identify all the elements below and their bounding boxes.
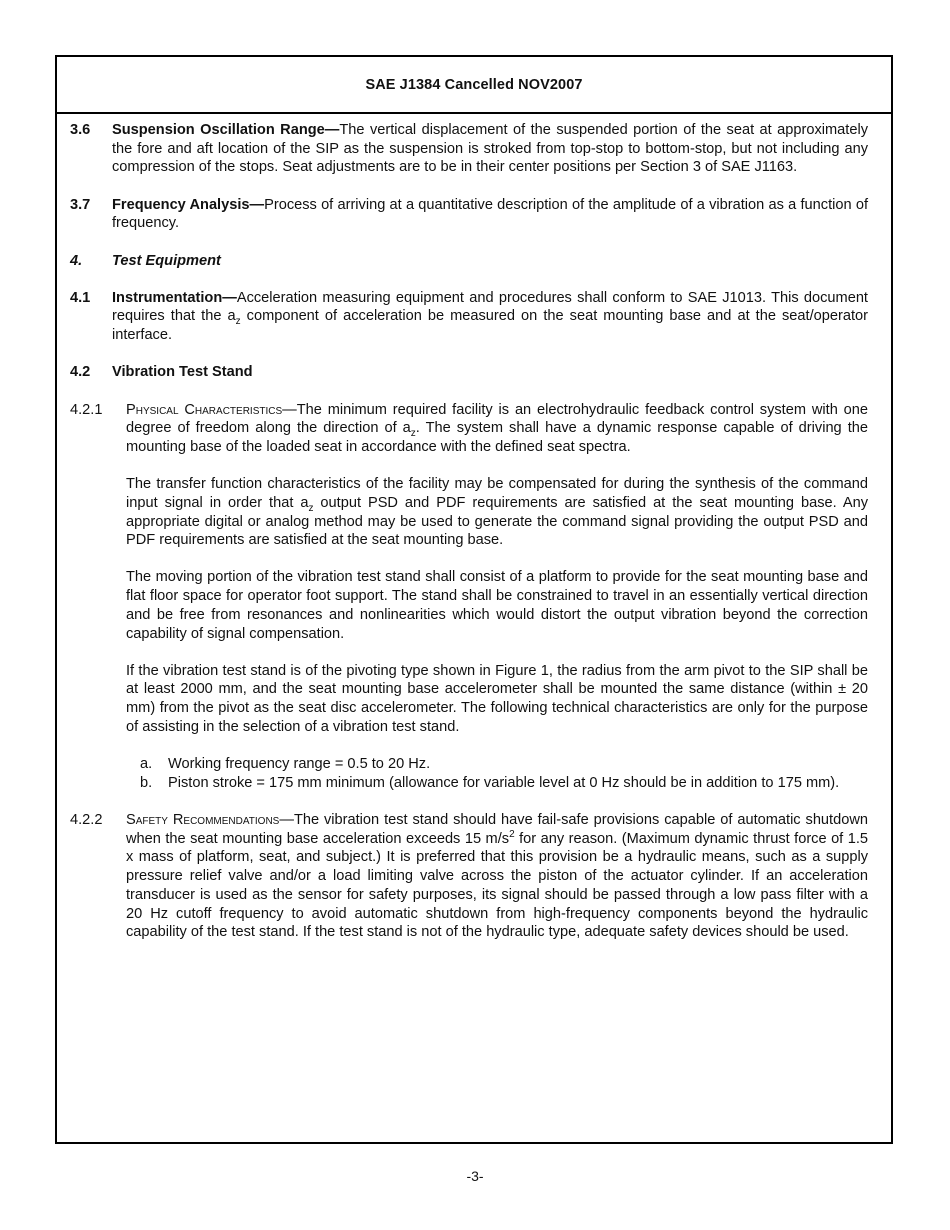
- section-number: 4.2.1: [70, 401, 103, 418]
- document-header: [57, 57, 891, 114]
- list-letter: a.: [140, 756, 153, 773]
- section-title: Test Equipment: [112, 252, 221, 269]
- list-text: Piston stroke = 175 mm minimum (allowance for variable level at 0 Hz should be in addition to 175 mm).: [168, 774, 840, 791]
- list-text: Working frequency range = 0.5 to 20 Hz.: [168, 756, 431, 773]
- section-text: Process of arriving at a quantitative description of the amplitude of a vibration as a function of frequency.: [112, 196, 869, 232]
- subscript: z: [235, 316, 241, 328]
- list-letter: b.: [140, 774, 153, 791]
- section-4: [70, 252, 868, 271]
- paragraph-text-cont: output PSD and PDF requirements are satisfied at the seat mounting base. Any appropriate digital or analog method may be used to generate the command signal providing the output PSD and PDF requirements are satisfied at the seat mounting base.: [126, 494, 868, 549]
- subscript: z: [410, 428, 416, 440]
- section-4-2-1: [70, 401, 868, 457]
- subscript: z: [308, 502, 314, 514]
- page-frame: [55, 55, 893, 1144]
- section-number: 4.2.2: [70, 811, 103, 828]
- title-dash: —: [282, 401, 297, 418]
- list-item: [126, 755, 868, 774]
- section-title: Instrumentation—: [112, 289, 237, 306]
- superscript: 2: [509, 828, 515, 840]
- section-text: Acceleration measuring equipment and procedures shall conform to SAE J1013. This document requires that the a: [112, 289, 868, 325]
- paragraph-moving-portion: The moving portion of the vibration test stand shall consist of a platform to provide for the seat mounting base and flat floor space for operator foot support. The stand shall be constrained to travel in an essentially vertical direction and be free from resonances and nonlinearities which would distort the output vibration beyond the correction capability of signal compensation.: [126, 569, 868, 642]
- section-3-6: [70, 121, 868, 177]
- title-dash: —: [279, 811, 294, 828]
- page-number: -3-: [466, 1168, 484, 1184]
- section-4-1: [70, 289, 868, 345]
- list-item: [126, 774, 868, 793]
- section-number: 4.: [70, 252, 83, 269]
- paragraph-text: The transfer function characteristics of the facility may be compensated for during the synthesis of the command input signal in order that a: [126, 476, 868, 511]
- section-number: 3.6: [70, 122, 91, 138]
- section-text: The vertical displacement of the suspended portion of the seat at approximately the fore and aft location of the SIP as the suspension is stroked from top-stop to bottom-stop, but not including any compression of the stops. Seat adjustments are to be in their center positions per Section 3 of SAE J1163.: [112, 122, 868, 176]
- section-title: Safety Recommendations: [126, 811, 280, 828]
- section-text-cont: for any reason. (Maximum dynamic thrust force of 1.5 x mass of platform, seat, and subject.) It is preferred that this provision be a hydraulic means, such as a supply pressure relief valve and/or a load limiting valve across the piston of the actuator cylinder. If an acceleration transducer is used as the sensor for safety purposes, its signal should be passed through a low pass filter with a 20 Hz cutoff frequency to avoid automatic shutdown from high-frequency components beyond the hydraulic capability of the test stand. If the test stand is not of the hydraulic type, adequate safety devices should be used.: [126, 830, 869, 941]
- section-4-2: [70, 363, 868, 382]
- section-text: The vibration test stand should have fail-safe provisions capable of automatic shutdown when the seat mounting base acceleration exceeds 15 m/s: [126, 811, 868, 847]
- section-title: Frequency Analysis—: [112, 196, 265, 213]
- section-number: 3.7: [70, 196, 91, 213]
- section-title: Suspension Oscillation Range—: [112, 122, 340, 138]
- document-title: SAE J1384 Cancelled NOV2007: [365, 76, 583, 93]
- paragraph-pivoting-type: If the vibration test stand is of the pivoting type shown in Figure 1, the radius from the arm pivot to the SIP shall be at least 2000 mm, and the seat mounting base accelerometer shall be mounted the same distance (within ± 20 mm) from the pivot as the seat disc accelerometer. The following technical characteristics are only for the purpose of assisting in the selection of a vibration test stand.: [126, 662, 868, 735]
- section-title: Physical Characteristics: [126, 401, 283, 418]
- section-text-cont: component of acceleration be measured on the seat mounting base and at the seat/operator interface.: [112, 308, 868, 344]
- section-title: Vibration Test Stand: [112, 364, 253, 381]
- paragraph-transfer-function: [126, 475, 868, 550]
- section-number: 4.1: [70, 289, 91, 306]
- section-4-2-2: [70, 811, 868, 942]
- section-number: 4.2: [70, 364, 91, 381]
- section-text: The minimum required facility is an electrohydraulic feedback control system with one degree of freedom along the direction of a: [126, 401, 868, 437]
- characteristics-list: [126, 755, 868, 792]
- document-body: [70, 121, 868, 960]
- section-3-7: [70, 196, 868, 233]
- section-text-cont: . The system shall have a dynamic response capable of driving the mounting base of the loaded seat in accordance with the defined seat spectra.: [126, 420, 868, 455]
